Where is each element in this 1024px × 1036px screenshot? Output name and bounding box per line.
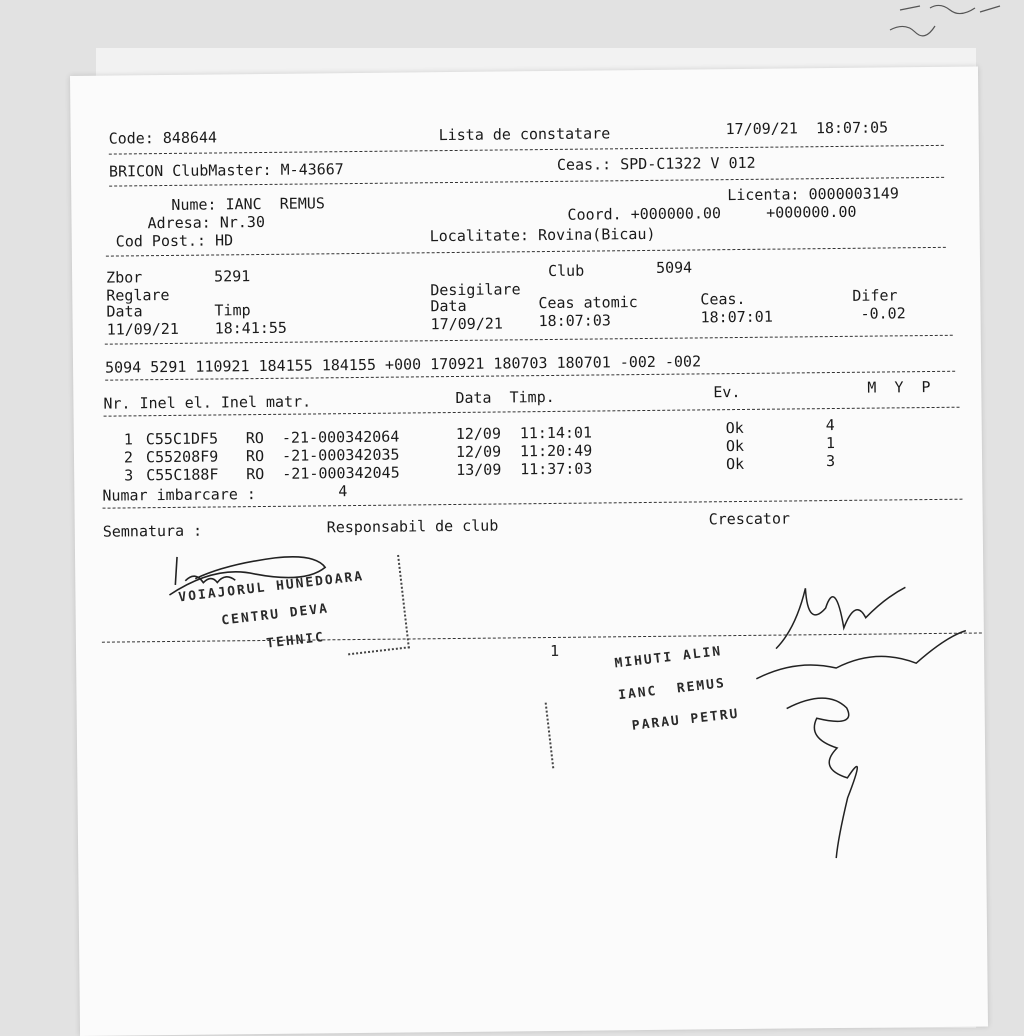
stamp-line: TEHNIC — [265, 629, 326, 652]
numar-imbarcare-value: 4 — [338, 482, 348, 501]
reglare-timp: 18:41:55 — [214, 318, 287, 338]
difer-value: -0.02 — [860, 304, 906, 323]
ceas-atomic-label: Ceas atomic — [538, 293, 638, 313]
zbor-label: Zbor — [106, 268, 143, 287]
row-ev: Ok — [726, 454, 745, 474]
ceas-label: Ceas. — [700, 289, 746, 309]
ceas-id: Ceas.: SPD-C1322 V 012 — [556, 153, 756, 174]
row-inel-matr: RO -21-000342035 — [245, 445, 400, 466]
table-header-ev: Ev. — [713, 382, 741, 402]
data-label: Data — [106, 302, 143, 321]
difer-label: Difer — [852, 286, 898, 305]
numar-imbarcare-label: Numar imbarcare : — [102, 485, 257, 505]
document-datetime: 17/09/21 18:07:05 — [725, 118, 889, 139]
row-value: 1 — [825, 434, 836, 453]
stamp-border — [545, 699, 584, 768]
crescator-label: Crescator — [708, 509, 791, 529]
ceas-atomic-value: 18:07:03 — [538, 311, 611, 331]
document-title: Lista de constatare — [438, 124, 611, 145]
clubmaster-label: BRICON ClubMaster: M-43667 — [108, 160, 344, 181]
row-timp: 11:14:01 — [519, 423, 593, 443]
licence-number: Licenta: 0000003149 — [727, 184, 899, 205]
zbor-value: 5291 — [214, 267, 251, 286]
row-inel-el: C55C188F — [146, 465, 219, 485]
ceas-value: 18:07:01 — [700, 307, 773, 327]
responsabil-signature — [155, 543, 336, 615]
row-nr: 1 — [123, 430, 133, 449]
result-sheet — [70, 66, 988, 1035]
row-inel-el: C55C1DF5 — [145, 429, 219, 449]
row-ev: Ok — [725, 436, 745, 456]
row-data: 13/09 — [456, 460, 502, 479]
stamp-line: IANC REMUS — [617, 675, 727, 704]
table-header-myp: M Y P — [867, 378, 931, 397]
page-number: 1 — [549, 641, 560, 661]
row-ev: Ok — [725, 418, 744, 438]
code-label: Code: 848644 — [108, 128, 218, 148]
coordinates: Coord. +000000.00 +000000.00 — [567, 202, 857, 224]
stamp-line: CENTRU DEVA — [220, 601, 330, 629]
stamp-line: PARAU PETRU — [631, 706, 741, 734]
reglare-data: 11/09/21 — [106, 319, 179, 339]
row-inel-matr: RO -21-000342064 — [245, 427, 400, 448]
row-timp: 11:37:03 — [520, 459, 593, 479]
owner-address: Adresa: Nr.30 — [147, 212, 266, 233]
club-value: 5094 — [655, 258, 693, 277]
desigilare-label: Desigilare — [430, 280, 521, 300]
row-value: 3 — [825, 452, 836, 471]
row-nr: 3 — [124, 466, 134, 485]
data2-label: Data — [430, 296, 467, 316]
stamp-border — [337, 555, 409, 656]
stamp-line: MIHUTI ALIN — [613, 644, 723, 672]
row-inel-el: C55208F9 — [145, 447, 219, 467]
postal-code: Cod Post.: HD — [115, 231, 234, 251]
reglare-label: Reglare — [106, 285, 170, 305]
owner-name: Nume: IANC REMUS — [171, 194, 325, 214]
stamp-line: VOIAJORUL HUNEDOARA — [177, 569, 365, 606]
responsabil-label: Responsabil de club — [326, 516, 499, 537]
divider — [109, 145, 944, 155]
timp-label: Timp — [214, 301, 251, 320]
locality: Localitate: Rovina(Bicau) — [429, 224, 656, 246]
background-scribble — [880, 0, 1020, 40]
club-label: Club — [547, 261, 585, 281]
row-nr: 2 — [123, 448, 134, 467]
crescator-signature — [715, 567, 978, 870]
row-data: 12/09 — [455, 442, 502, 461]
code-line: 5094 5291 110921 184155 184155 +000 170921 180703 180701 -002 -002 — [104, 352, 702, 377]
desigilare-data: 17/09/21 — [430, 314, 503, 334]
row-inel-matr: RO -21-000342045 — [246, 463, 400, 484]
table-header-nr: Nr. Inel el. Inel matr. — [103, 392, 312, 413]
semnatura-label: Semnatura : — [102, 521, 203, 541]
row-value: 4 — [825, 416, 835, 435]
row-data: 12/09 — [455, 424, 502, 443]
row-timp: 11:20:49 — [519, 441, 593, 461]
table-header-data-timp: Data Timp. — [455, 387, 555, 407]
